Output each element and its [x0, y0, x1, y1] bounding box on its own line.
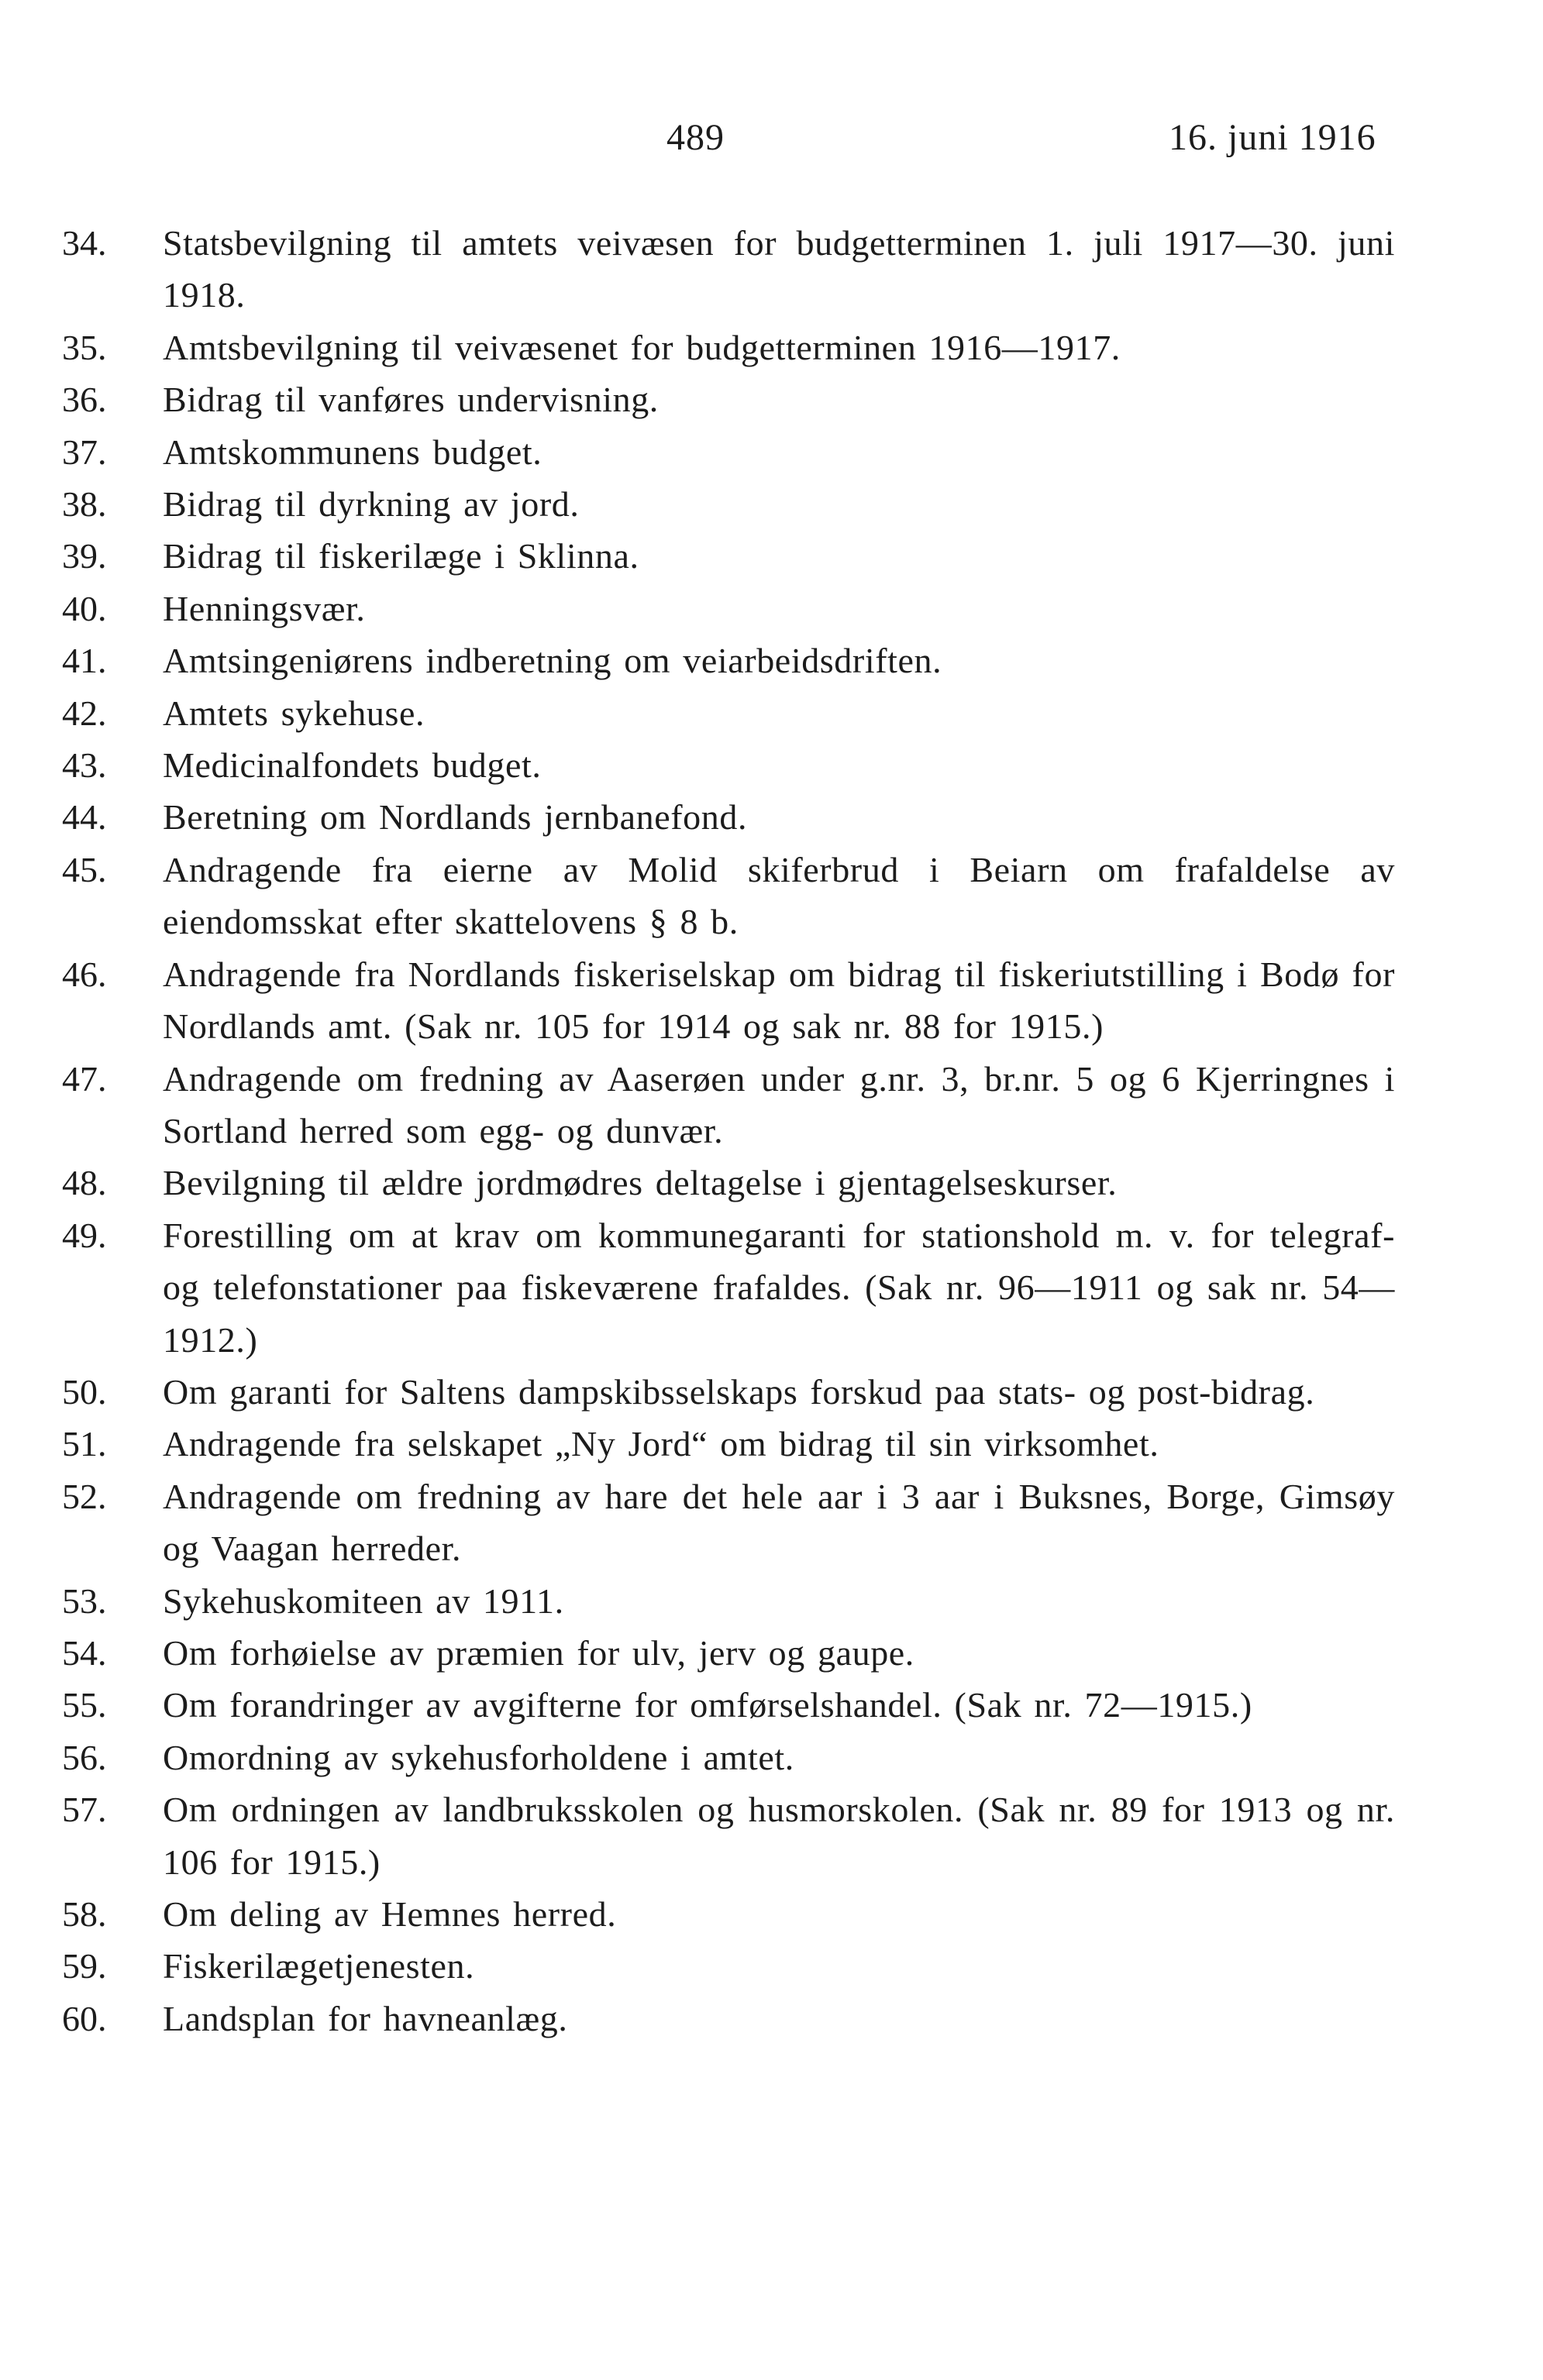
list-item [62, 635, 1395, 686]
item-number-label: 40. [62, 588, 107, 628]
item-text: Om forandringer av avgifterne for omførselshandel. (Sak nr. 72—1915.) [163, 1685, 1252, 1725]
item-number [62, 1627, 163, 1679]
item-number-label: 36. [62, 380, 107, 420]
item-text: Bevilgning til ældre jordmødres deltagelse i gjentagelseskurser. [163, 1163, 1118, 1203]
list-item [62, 1783, 1395, 1888]
item-number [62, 583, 163, 635]
list-item [62, 530, 1395, 582]
item-number [62, 426, 163, 478]
item-number [62, 217, 163, 269]
list-item [62, 739, 1395, 791]
item-number [62, 1993, 163, 2045]
list-item [62, 844, 1395, 948]
page-number: 489 [666, 117, 725, 158]
item-text: Om forhøielse av præmien for ulv, jerv og gaupe. [163, 1632, 914, 1673]
item-number-label: 34. [62, 223, 107, 263]
item-number [62, 844, 163, 896]
list-item [62, 1157, 1395, 1209]
list-item [62, 791, 1395, 843]
item-text: Bidrag til dyrkning av jord. [163, 484, 580, 524]
item-number [62, 739, 163, 791]
list-item [62, 1627, 1395, 1679]
list-item [62, 1470, 1395, 1575]
list-item [62, 948, 1395, 1053]
item-number [62, 791, 163, 843]
item-number-label: 53. [62, 1580, 107, 1621]
item-text: Amtsbevilgning til veivæsenet for budgetterminen 1916—1917. [163, 327, 1121, 367]
item-number-label: 47. [62, 1058, 107, 1099]
list-item [62, 583, 1395, 635]
list-item [62, 687, 1395, 739]
item-number [62, 1366, 163, 1418]
item-number [62, 635, 163, 686]
item-text: Andragende fra selskapet „Ny Jord“ om bidrag til sin virksomhet. [163, 1424, 1159, 1464]
item-number-label: 44. [62, 797, 107, 837]
item-number-label: 56. [62, 1737, 107, 1777]
item-text: Henningsvær. [163, 588, 366, 628]
list-item [62, 1679, 1395, 1731]
item-number-label: 57. [62, 1790, 107, 1830]
item-text: Om deling av Hemnes herred. [163, 1894, 617, 1934]
item-number [62, 373, 163, 425]
item-number [62, 1157, 163, 1209]
item-text: Andragende fra eierne av Molid skiferbrud i Beiarn om frafaldelse av eiendomsskat efter skattelovens § 8 b. [163, 849, 1395, 942]
item-number-label: 55. [62, 1685, 107, 1725]
item-text: Forestilling om at krav om kommunegaranti for stationshold m. v. for telegraf- og telefonstationer paa fiskeværene frafaldes. (Sak nr. 96—1911 og sak nr. 54—1912.) [163, 1215, 1395, 1360]
item-number [62, 1209, 163, 1261]
list-item [62, 373, 1395, 425]
item-text: Bidrag til vanføres undervisning. [163, 380, 659, 420]
item-text: Landsplan for havneanlæg. [163, 1998, 568, 2038]
item-text: Fiskerilægetjenesten. [163, 1946, 475, 1986]
list-item [62, 1575, 1395, 1627]
item-text: Andragende om fredning av Aaserøen under g.nr. 3, br.nr. 5 og 6 Kjerringnes i Sortland herred som egg- og dunvær. [163, 1058, 1395, 1150]
item-number-label: 37. [62, 432, 107, 472]
item-number [62, 948, 163, 1000]
list-item [62, 217, 1395, 322]
item-number-label: 50. [62, 1371, 107, 1412]
list-item [62, 1732, 1395, 1783]
page-header [0, 116, 1543, 178]
item-text: Bidrag til fiskerilæge i Sklinna. [163, 536, 639, 576]
list-item [62, 478, 1395, 530]
item-number [62, 1940, 163, 1992]
page-date: 16. juni 1916 [1169, 117, 1376, 158]
list-item [62, 1418, 1395, 1470]
item-text: Amtets sykehuse. [163, 693, 425, 733]
item-text: Sykehuskomiteen av 1911. [163, 1580, 564, 1621]
item-number [62, 1679, 163, 1731]
item-number [62, 322, 163, 373]
item-number-label: 43. [62, 745, 107, 786]
list-item [62, 1366, 1395, 1418]
item-text: Amtsingeniørens indberetning om veiarbeidsdriften. [163, 641, 942, 681]
item-number-label: 58. [62, 1894, 107, 1934]
item-number [62, 1888, 163, 1940]
list-item [62, 1888, 1395, 1940]
item-number [62, 530, 163, 582]
item-text: Andragende om fredning av hare det hele aar i 3 aar i Buksnes, Borge, Gimsøy og Vaagan herreder. [163, 1476, 1395, 1569]
item-number-label: 51. [62, 1424, 107, 1464]
item-number-label: 49. [62, 1215, 107, 1255]
item-number [62, 478, 163, 530]
list-item [62, 1940, 1395, 1992]
item-number-label: 60. [62, 1998, 107, 2038]
item-text: Statsbevilgning til amtets veivæsen for budgetterminen 1. juli 1917—30. juni 1918. [163, 223, 1395, 315]
item-text: Beretning om Nordlands jernbanefond. [163, 797, 748, 837]
item-number-label: 59. [62, 1946, 107, 1986]
item-text: Omordning av sykehusforholdene i amtet. [163, 1737, 794, 1777]
item-number-label: 41. [62, 641, 107, 681]
item-number-label: 42. [62, 693, 107, 733]
item-number-label: 39. [62, 536, 107, 576]
item-number-label: 35. [62, 327, 107, 367]
item-number [62, 1418, 163, 1470]
list-item [62, 322, 1395, 373]
item-text: Andragende fra Nordlands fiskeriselskap om bidrag til fiskeriutstilling i Bodø for Nordlands amt. (Sak nr. 105 for 1914 og sak nr. 88 for 1915.) [163, 954, 1395, 1047]
item-number [62, 1470, 163, 1522]
item-text: Medicinalfondets budget. [163, 745, 542, 786]
list-item [62, 1053, 1395, 1157]
item-text: Om ordningen av landbruksskolen og husmorskolen. (Sak nr. 89 for 1913 og nr. 106 for 1915.) [163, 1790, 1395, 1882]
item-number [62, 1575, 163, 1627]
item-number [62, 1053, 163, 1105]
list-item [62, 426, 1395, 478]
item-number-label: 38. [62, 484, 107, 524]
item-number-label: 48. [62, 1163, 107, 1203]
item-number-label: 45. [62, 849, 107, 889]
item-number [62, 687, 163, 739]
list-item [62, 1993, 1395, 2045]
agenda-list [62, 217, 1395, 2045]
item-number [62, 1732, 163, 1783]
item-number-label: 46. [62, 954, 107, 994]
item-number-label: 54. [62, 1632, 107, 1673]
item-number-label: 52. [62, 1476, 107, 1516]
list-item [62, 1209, 1395, 1366]
item-text: Amtskommunens budget. [163, 432, 542, 472]
item-text: Om garanti for Saltens dampskibsselskaps forskud paa stats- og post-bidrag. [163, 1371, 1315, 1412]
item-number [62, 1783, 163, 1835]
